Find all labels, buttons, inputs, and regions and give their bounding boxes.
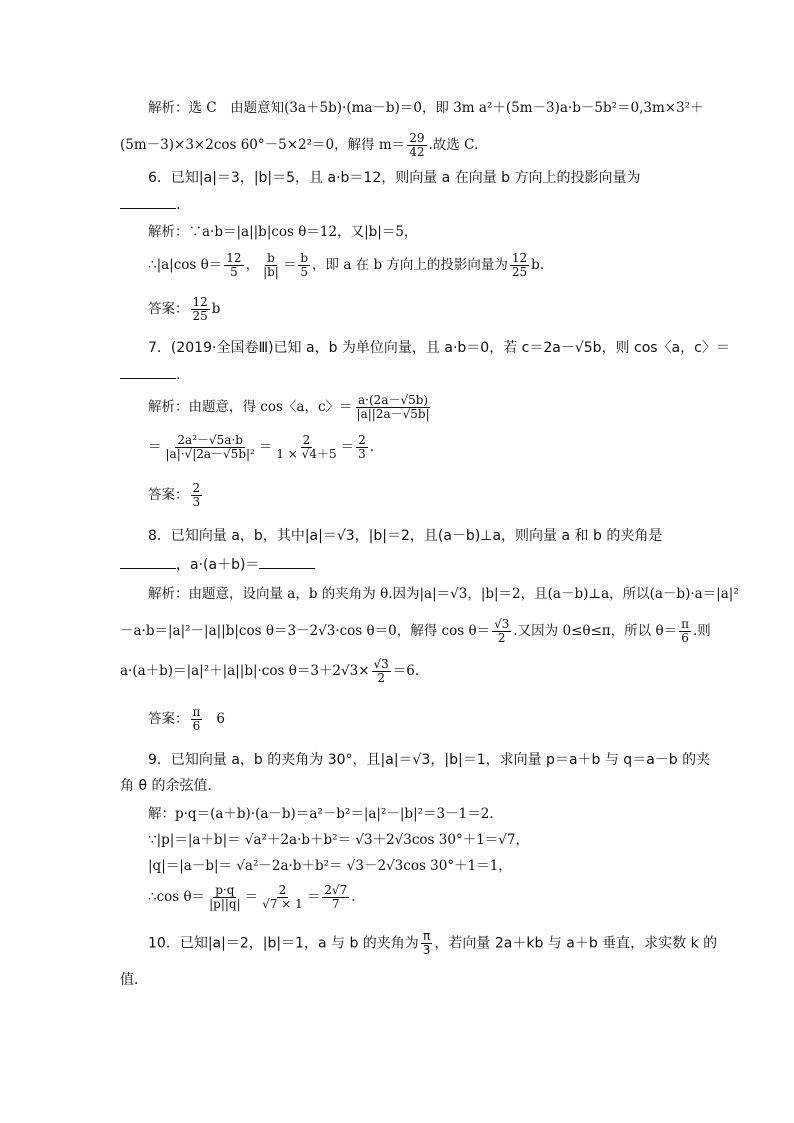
text: ，即 a 在 b 方向上的投影向量为 (312, 257, 508, 273)
fraction-denominator: |a|·√|2a－√5b|² (165, 447, 255, 461)
text: .故选 C. (428, 137, 479, 153)
fraction-numerator: b (300, 251, 309, 265)
fraction (322, 884, 349, 911)
p5-solution-line-1 (148, 98, 704, 118)
fraction-denominator: |p||q| (209, 897, 241, 911)
fraction-numerator: 12 (226, 251, 242, 265)
answer-label: 答案： (148, 301, 189, 317)
q8-solution-line-2 (120, 617, 711, 650)
q10-line-2 (120, 970, 680, 990)
fraction-denominator: 3 (192, 495, 201, 509)
text: 解析：∵a·b＝|a||b|cos θ＝12，又|b|＝5， (148, 224, 418, 240)
fraction-denominator: 42 (409, 145, 425, 159)
text: ， (245, 257, 260, 273)
fraction-denominator: 5 (300, 265, 308, 279)
fraction (224, 252, 243, 279)
fraction (421, 930, 433, 957)
fraction-numerator: 12 (192, 295, 208, 309)
text: ∵|p|＝|a＋b|＝ √a²＋2a·b＋b²＝ √3＋2√3cos 30°＋1＝√7， (148, 832, 529, 848)
q6-answer (148, 296, 680, 326)
q9-line-2 (120, 776, 680, 796)
fraction-numerator: 2 (278, 883, 287, 897)
fraction-denominator: |a||2a－√5b| (356, 407, 430, 421)
text: ，若向量 2a＋kb 与 a＋b 垂直，求实数 k 的 (434, 935, 718, 952)
fraction-denominator: 3 (358, 447, 366, 461)
fraction-numerator: 2 (358, 433, 366, 447)
fraction-numerator: 12 (511, 251, 528, 265)
fraction-denominator: |b| (263, 265, 279, 279)
fraction (355, 394, 432, 421)
fraction-numerator: π (681, 617, 689, 631)
text: ∴cos θ＝ (148, 889, 206, 905)
answer-blank (259, 554, 315, 569)
fraction-numerator: 29 (409, 131, 425, 145)
text: 6 (216, 711, 225, 727)
fraction (191, 706, 203, 733)
text: ，a·(a＋b)＝ (176, 557, 260, 573)
text: 8．已知向量 a，b，其中|a|＝√3，|b|＝2，且(a－b)⊥a，则向量 a 和 b 的夹角是 (148, 528, 663, 544)
q7-solution-line-2 (148, 434, 680, 466)
text: 解析：由题意，得 cos〈a，c〉＝ (148, 399, 353, 415)
fraction (191, 296, 210, 323)
q9-solution-line-3 (148, 856, 680, 876)
q8-solution-line-3 (120, 658, 680, 690)
fraction (510, 252, 529, 279)
fraction (356, 434, 368, 461)
fraction-numerator: a·(2a－√5b) (358, 393, 429, 407)
fraction-denominator: 2 (377, 671, 385, 685)
text: 值． (120, 972, 148, 988)
fraction-denominator: 7 (331, 897, 340, 911)
fraction (260, 884, 305, 911)
fraction-denominator: 3 (422, 943, 431, 957)
text: ＝6. (392, 663, 420, 679)
q9-solution-line-2 (148, 830, 680, 850)
fraction (679, 618, 691, 645)
fraction-numerator: p·q (215, 883, 235, 897)
text: ＝ (258, 439, 273, 455)
text: 10．已知|a|＝2，|b|＝1，a 与 b 的夹角为 (148, 935, 419, 952)
fraction (274, 434, 338, 461)
fraction-numerator: 2 (192, 481, 201, 495)
fraction-numerator: √3 (494, 617, 510, 631)
q7-answer (148, 482, 680, 512)
q6-solution-line-2 (148, 252, 680, 282)
fraction-denominator: 25 (192, 309, 208, 323)
fraction-denominator: 1 × √4＋5 (276, 447, 337, 461)
fraction-numerator: 2a²－√5a·b (177, 433, 243, 447)
fraction-denominator: √7 × 1 (262, 897, 303, 911)
answer-blank (120, 194, 176, 209)
fraction (372, 658, 391, 685)
answer-blank (120, 364, 176, 379)
text: b. (531, 257, 545, 273)
text: . (176, 197, 181, 213)
text: (5m－3)×3×2cos 60°－5×2²＝0，解得 m＝ (120, 137, 406, 153)
answer-blank (120, 554, 176, 569)
fraction-denominator: 2 (497, 631, 506, 645)
text: .则 (692, 623, 711, 639)
q9-line-1 (148, 750, 711, 770)
fraction-denominator: 5 (230, 265, 238, 279)
text: 解析：选 C 由题意知(3a＋5b)·(ma－b)＝0，即 3m a²＋(5m－3)a·b－5b²＝0,3m×3²＋ (148, 100, 704, 116)
text: ＝ (282, 257, 297, 273)
answer-label: 答案： (148, 487, 189, 503)
fraction (261, 252, 281, 279)
answer-label: 答案： (148, 711, 189, 727)
text: ＝ (148, 439, 162, 455)
text: 7．(2019·全国卷Ⅲ)已知 a，b 为单位向量，且 a·b＝0，若 c＝2a－√5b，则 cos〈a，c〉＝ (148, 340, 730, 356)
text: . (176, 367, 181, 383)
text: 角 θ 的余弦值． (120, 778, 222, 794)
text: 解：p·q＝(a＋b)·(a－b)＝a²－b²＝|a|²－|b|²＝3－1＝2. (148, 806, 494, 822)
fraction-numerator: b (267, 251, 275, 265)
text: . (369, 439, 375, 455)
p5-solution-line-2 (120, 132, 680, 159)
q9-solution-line-4 (148, 884, 680, 916)
text: b (211, 301, 221, 317)
text: .又因为 0≤θ≤π，所以 θ＝ (513, 623, 678, 639)
text: 6．已知|a|＝3，|b|＝5，且 a·b＝12，则向量 a 在向量 b 方向上的投影向量为 (148, 170, 641, 186)
q8-solution-line-1 (148, 584, 739, 604)
text: －a·b＝|a|²－|a||b|cos θ＝3－2√3·cos θ＝0，解得 cos θ＝ (120, 623, 491, 639)
fraction (207, 884, 243, 911)
fraction (191, 482, 203, 509)
text: |q|＝|a－b|＝ √a²－2a·b＋b²＝ √3－2√3cos 30°＋1＝1， (148, 858, 512, 874)
text: ＝ (340, 439, 355, 455)
fraction-numerator: 2√7 (324, 883, 348, 897)
fraction (492, 618, 511, 645)
fraction (298, 252, 310, 279)
text: ∴|a|cos θ＝ (148, 257, 223, 273)
q8-answer (148, 706, 680, 736)
q8-line-2 (120, 554, 680, 575)
fraction-numerator: π (422, 929, 431, 943)
q10-line-1 (148, 929, 718, 962)
fraction-numerator: π (192, 705, 201, 719)
text: . (351, 889, 356, 905)
text: ＝ (244, 889, 259, 905)
q6-line-2 (120, 194, 680, 215)
text: ＝ (306, 889, 321, 905)
text: 解析：由题意，设向量 a，b 的夹角为 θ.因为|a|＝√3，|b|＝2，且(a－b)⊥a，所以(a－b)·a＝|a|² (148, 586, 739, 602)
text: a·(a＋b)＝|a|²＋|a||b|·cos θ＝3＋2√3× (120, 663, 370, 679)
q8-line-1 (148, 526, 680, 546)
fraction-numerator: √3 (373, 657, 389, 671)
q9-solution-line-1 (148, 804, 680, 824)
q7-line-1 (148, 338, 730, 358)
fraction-denominator: 6 (192, 719, 201, 733)
fraction (164, 434, 257, 461)
fraction-denominator: 25 (511, 265, 528, 279)
fraction-denominator: 6 (681, 631, 689, 645)
q7-solution-line-1 (148, 394, 680, 426)
text: 9．已知向量 a，b 的夹角为 30°，且|a|＝√3，|b|＝1，求向量 p＝a＋b 与 q＝a－b 的夹 (148, 752, 711, 768)
q7-line-2 (120, 364, 680, 385)
q6-line-1 (148, 168, 680, 188)
fraction-numerator: 2 (302, 433, 311, 447)
fraction (407, 132, 426, 159)
q6-solution-line-1 (148, 222, 680, 242)
